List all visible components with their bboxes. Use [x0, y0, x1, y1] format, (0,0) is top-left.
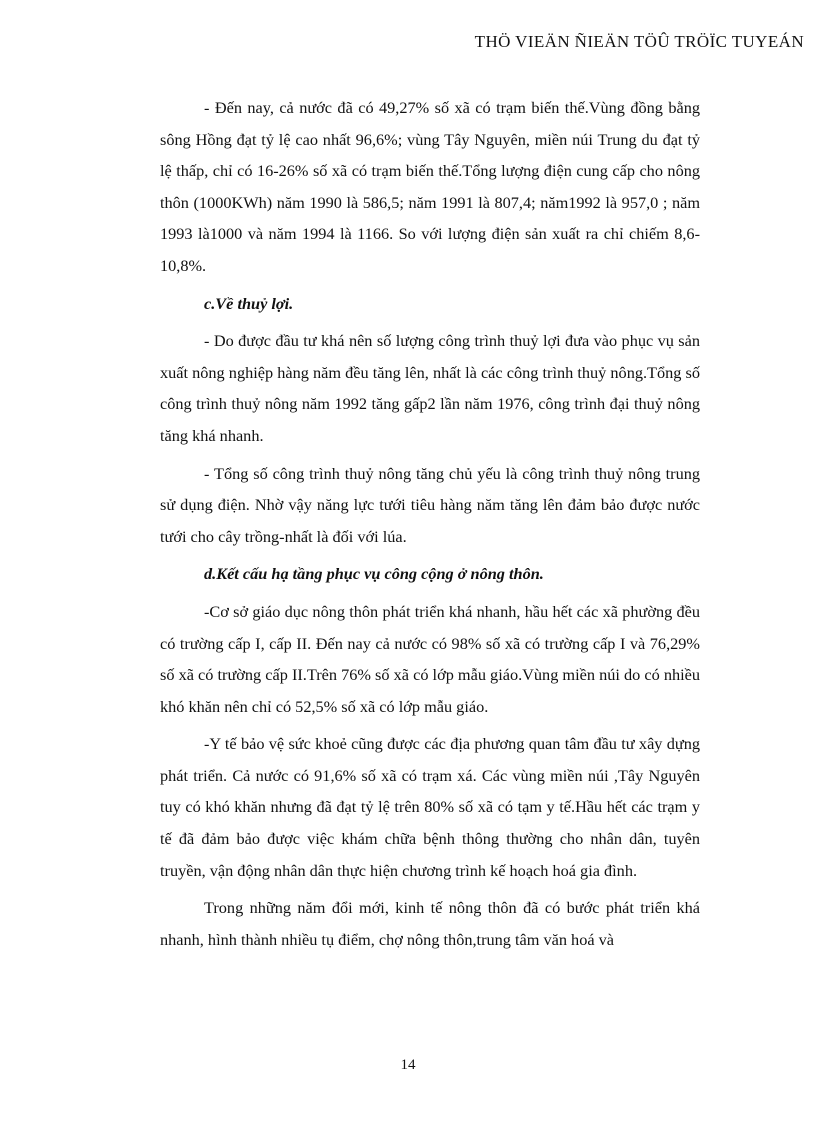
- library-header: THÖ VIEÄN ÑIEÄN TÖÛ TRÖÏC TUYEÁN: [474, 32, 804, 51]
- paragraph-irrigation-works: - Do được đầu tư khá nên số lượng công trình thuỷ lợi đưa vào phục vụ sản xuất nông nghiệp hàng năm đều tăng lên, nhất là các công trình thuỷ nông.Tổng số công trình thuỷ nông năm 1992 tăng gấp2 lần năm 1976, công trình đại thuỷ nông tăng khá nhanh.: [160, 331, 700, 445]
- paragraph-electricity: - Đến nay, cả nước đã có 49,27% số xã có trạm biến thế.Vùng đồng bằng sông Hồng đạt tỷ lệ cao nhất 96,6%; vùng Tây Nguyên, miền núi Trung du đạt tỷ lệ thấp, chỉ có 16-26% số xã có trạm biến thế.Tổng lượng điện cung cấp cho nông thôn (1000KWh) năm 1990 là 586,5; năm 1991 là 807,4; năm1992 là 957,0 ; năm 1993 là1000 và năm 1994 là 1166. So với lượng điện sản xuất ra chỉ chiếm 8,6-10,8%.: [160, 98, 700, 275]
- document-body: [160, 92, 700, 961]
- paragraph-education: -Cơ sở giáo dục nông thôn phát triển khá nhanh, hầu hết các xã phường đều có trường cấp I, cấp II. Đến nay cả nước có 98% số xã có trường cấp I và 76,29% số xã có trường cấp II.Trên 76% số xã có lớp mẫu giáo.Vùng miền núi do có nhiều khó khăn nên chỉ có 52,5% số xã có lớp mẫu giáo.: [160, 601, 700, 716]
- section-heading-public-infrastructure: d.Kết cấu hạ tầng phục vụ công cộng ở nông thôn.: [204, 564, 544, 584]
- paragraph-irrigation-electric: - Tổng số công trình thuỷ nông tăng chủ yếu là công trình thuỷ nông trung sử dụng điện. Nhờ vậy năng lực tưới tiêu hàng năm tăng lên đảm bảo được nước tưới cho cây trồng-nhất là đối với lúa.: [160, 463, 700, 546]
- paragraph-renovation: Trong những năm đổi mới, kinh tế nông thôn đã có bước phát triển khá nhanh, hình thành nhiều tụ điểm, chợ nông thôn,trung tâm văn hoá và: [160, 898, 700, 949]
- section-heading-irrigation: c.Về thuỷ lợi.: [204, 293, 294, 313]
- page-number: 14: [400, 1057, 416, 1073]
- paragraph-healthcare: -Y tế bảo vệ sức khoẻ cũng được các địa phương quan tâm đầu tư xây dựng phát triển. Cả nước có 91,6% số xã có trạm xá. Các vùng miền núi ,Tây Nguyên tuy có khó khăn nhưng đã đạt tỷ lệ trên 80% số xã có tạm y tế.Hầu hết các trạm y tế đã đảm bảo được việc khám chữa bệnh thông thường cho nhân dân, tuyên truyền, vận động nhân dân thực hiện chương trình kế hoạch hoá gia đình.: [160, 734, 700, 880]
